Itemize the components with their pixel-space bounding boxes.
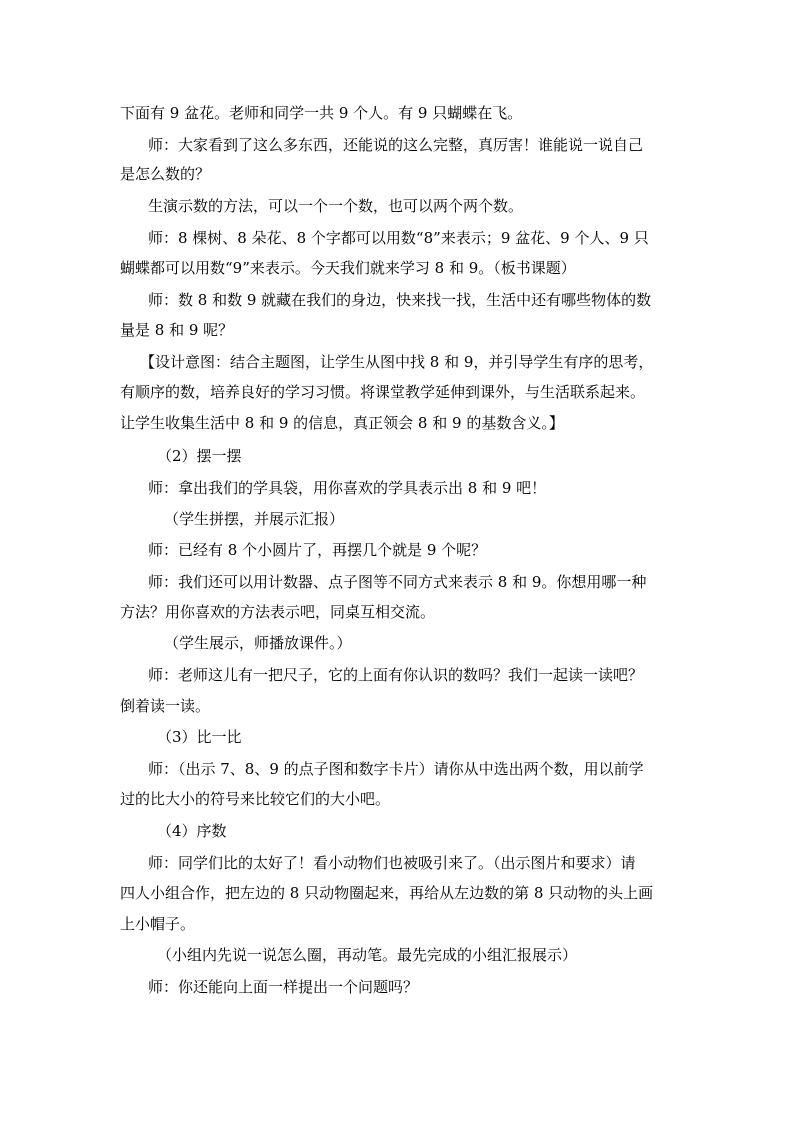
text-line: （小组内先说一说怎么圈，再动笔。最先完成的小组汇报展示） [157,946,578,964]
section-heading: （3）比一比 [157,728,242,746]
text-line: 师：8 棵树、8 朵花、8 个字都可以用数“8”来表示；9 盆花、9 个人、9 只 [148,229,649,247]
section-heading: （2）摆一摆 [157,447,242,465]
text-line: 师：（出示 7、8、9 的点子图和数字卡片）请你从中选出两个数，用以前学 [148,760,644,778]
text-line: 是怎么数的？ [120,165,211,183]
text-line: （学生拼摆，并展示汇报） [164,510,345,528]
text-line: （学生展示，师播放课件。） [164,634,352,652]
text-line: 倒着读一读。 [120,697,211,715]
design-note-line: 有顺序的数，培养良好的学习习惯。将课堂教学延伸到课外，与生活联系起来。 [120,383,646,401]
text-line: 师：已经有 8 个小圆片了，再摆几个就是 9 个呢？ [148,541,487,559]
text-line: 师：你还能向上面一样提出一个问题吗？ [148,978,419,996]
text-line: 下面有 9 盆花。老师和同学一共 9 个人。有 9 只蝴蝶在飞。 [120,104,523,122]
design-note-line: 让学生收集生活中 8 和 9 的信息，真正领会 8 和 9 的基数含义。】 [120,414,564,432]
text-line: 四人小组合作，把左边的 8 只动物圈起来，再给从左边数的第 8 只动物的头上画 [120,884,654,902]
text-line: 蝴蝶都可以用数“9”来表示。今天我们就来学习 8 和 9。（板书课题） [120,259,576,277]
text-line: 师：拿出我们的学具袋，用你喜欢的学具表示出 8 和 9 吧！ [148,479,547,497]
text-line: 师：我们还可以用计数器、点子图等不同方式来表示 8 和 9。你想用哪一种 [148,573,647,591]
text-line: 方法？用你喜欢的方法表示吧，同桌互相交流。 [120,603,436,621]
text-line: 过的比大小的符号来比较它们的大小吧。 [120,790,391,808]
design-note-line: 【设计意图：结合主题图，让学生从图中找 8 和 9，并引导学生有序的思考， [140,353,654,371]
section-heading: （4）序数 [157,822,227,840]
text-line: 量是 8 和 9 呢？ [120,321,234,339]
text-line: 师：同学们比的太好了！看小动物们也被吸引来了。（出示图片和要求）请 [148,854,636,872]
text-line: 师：数 8 和数 9 就藏在我们的身边，快来找一找，生活中还有哪些物体的数 [148,291,652,309]
text-line: 师：大家看到了这么多东西，还能说的这么完整，真厉害！谁能说一说自己 [148,136,644,154]
text-line: 师：老师这儿有一把尺子，它的上面有你认识的数吗？我们一起读一读吧？ [148,666,644,684]
text-line: 上小帽子。 [120,915,196,933]
text-line: 生演示数的方法，可以一个一个数，也可以两个两个数。 [148,197,524,215]
